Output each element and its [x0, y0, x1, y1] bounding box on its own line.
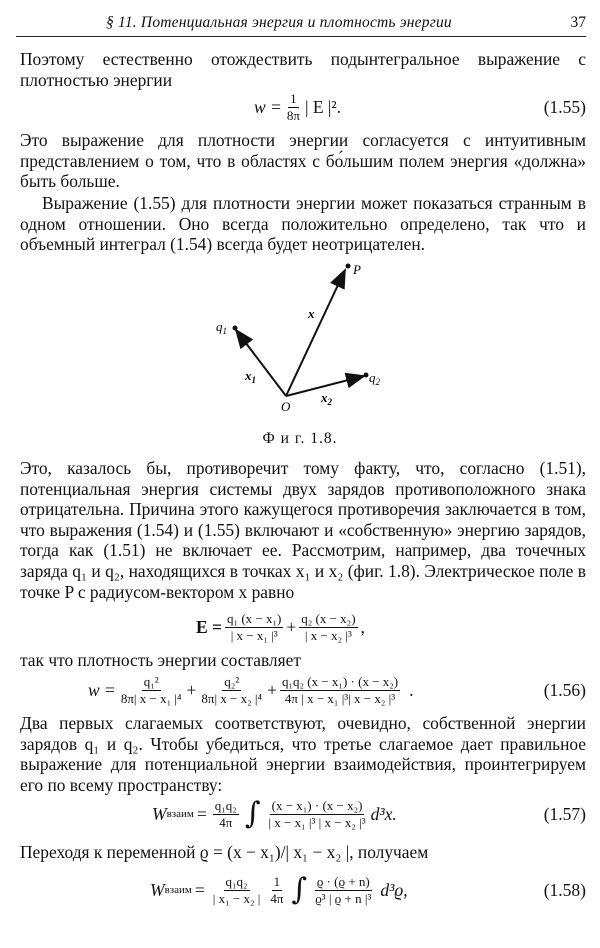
vector-diagram — [180, 262, 420, 422]
label-x: x — [308, 306, 315, 321]
paragraph-7: Переходя к переменной ϱ = (x − x₁)/| x₁ − x₂ |, получаем — [20, 842, 429, 862]
equation-E: E = $\frac{\text{q₁ (x − x₁)}}{\text{| x − x₁ |³}}$ + $\frac{\text{q₂ (x − x₂)}}{\text{| x − x₂ |³}}$ , — [196, 610, 365, 643]
paragraph-5: так что плотность энергии составляет — [20, 650, 301, 670]
label-x1: $x_1$ — [245, 368, 256, 385]
figure-1-8 — [180, 262, 420, 422]
vector-x1-arrow — [236, 330, 286, 396]
label-P: P — [353, 262, 361, 277]
equation-1-57: W взаим = $\frac{\text{q₁q₂}}{4\pi}$ ∫ $\frac{\text{(x − x₁) · (x − x₂)}}{\text{| x − x₁ |³ | x − x₂ |³}}$ d³x. (1.57) — [152, 796, 586, 831]
paragraph-3: Выражение (1.55) для плотности энергии может показаться странным в одном отношении. Оно всегда положительно определено, так что и объемный интеграл (1.54) всегда будет неотрицателен. — [20, 193, 586, 255]
paragraph-2: Это выражение для плотности энергии согласуется с интуитивным представлением о том, что в областях с бо́льшим полем энергия «должна» быть больше. — [20, 130, 586, 192]
point-P — [346, 264, 351, 269]
paragraph-1: Поэтому естественно отождествить подынтегральное выражение с плотностью энергии — [20, 49, 586, 90]
label-origin: O — [281, 399, 291, 414]
equation-1-56: w = $\frac{\text{q₁²}}{\text{8π| x − x₁ |⁴}}$ + $\frac{\text{q₂²}}{\text{8π| x − x₂ |⁴}}$ + $\frac{\text{q₁q₂ (x − x₁) · (x − x₂)}}{\text{4π | x − x₁ |³| x − x₂ |³}}$ . (1.56) — [88, 673, 586, 706]
fraction: $\frac{1}{8\pi}$ — [286, 90, 300, 123]
eq-lhs: w = — [254, 96, 282, 117]
equation-number: (1.55) — [543, 97, 586, 117]
eq-rhs: | E |². — [304, 96, 342, 117]
label-q2: $q_2$ — [369, 370, 380, 387]
point-q1 — [233, 326, 238, 331]
equation-number: (1.58) — [543, 880, 586, 900]
label-x2: $x_2$ — [321, 390, 332, 407]
section-title: § 11. Потенциальная энергия и плотность энергии — [106, 14, 452, 31]
paragraph-6: Два первых слагаемых соответствуют, очевидно, собственной энергии зарядов q₁ и q₂. Чтобы убедиться, что третье слагаемое дает правильное выражение для потенциальной энергии взаимодействия, проинтегрируем его по всему пространству: — [20, 713, 586, 795]
vector-x-arrow — [286, 270, 345, 396]
label-q1: $q_1$ — [216, 319, 227, 336]
page-number: 37 — [570, 14, 586, 31]
equation-1-55 — [0, 87, 600, 127]
equation-number: (1.57) — [543, 804, 586, 824]
running-header — [16, 6, 586, 37]
point-q2 — [364, 373, 369, 378]
figure-caption: Ф и г. 1.8. — [262, 430, 338, 447]
equation-number: (1.56) — [543, 680, 586, 700]
equation-1-58: W взаим = $\frac{\text{q₁q₂}}{\text{| x₁ − x₂ |}}$ $\frac{1}{4\pi}$ ∫ $\frac{ϱ \cdot (ϱ + n)}{\text{ϱ³ | ϱ + n |³}}$ d³ϱ, (1.58) — [150, 872, 586, 907]
paragraph-4: Это, казалось бы, противоречит тому факту, что, согласно (1.51), потенциальная энергия системы двух зарядов противоположного знака отрицательна. Причина этого кажущегося противоречия заключается в том, что выражения (1.54) и (1.55) включают и «собственную» энергию зарядов, тогда как (1.51) не включает ее. Рассмотрим, например, два точечных заряда q₁ и q₂, находящихся в точках x₁ и x₂ (фиг. 1.8). Электрическое поле в точке P с радиусом-вектором x равно — [20, 458, 586, 602]
